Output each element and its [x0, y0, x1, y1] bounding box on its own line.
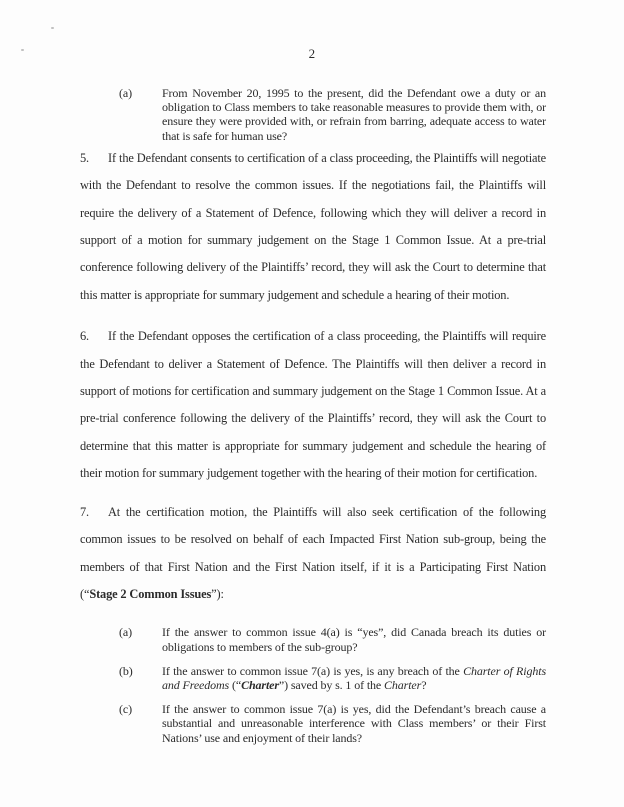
paragraph-6 — [80, 323, 546, 487]
list-item-text-run: If the answer to common issue 7(a) is yes, is any breach of the — [162, 663, 464, 678]
list-marker: (a) — [119, 625, 132, 640]
page-number: 2 — [308, 46, 316, 61]
paragraph-number: 7. — [80, 504, 89, 519]
paragraph-text: At the certification motion, the Plaintiffs will also seek certification of the following common issues to be resolved on behalf of each Impacted First Nation sub-group, being the members of that First Nation and the First Nation itself, if it is a Participating First Nation (“ — [80, 504, 546, 601]
list-item-text — [162, 664, 546, 692]
list-item-7c — [119, 702, 546, 745]
list-item-7a — [119, 625, 546, 653]
list-marker: (a) — [119, 86, 132, 100]
paragraph-text: If the Defendant consents to certification of a class proceeding, the Plaintiffs will negotiate with the Defendant to resolve the common issues. If the negotiations fail, the Plaintiffs will require the delivery of a Statement of Defence, following which they will deliver a record in support of a motion for summary judgement on the Stage 1 Common Issue. At a pre-trial conference following delivery of the Plaintiffs’ record, they will ask the Court to determine that this matter is appropriate for summary judgement and schedule a hearing of their motion. — [80, 150, 546, 302]
list-item-text-run: ? — [421, 677, 427, 692]
paragraph-7 — [80, 499, 546, 609]
scan-speck — [51, 27, 54, 29]
list-item-4a — [119, 86, 546, 143]
stage-2-common-issues-term: Stage 2 Common Issues — [89, 586, 212, 601]
list-marker: (c) — [119, 702, 132, 717]
paragraph-number: 6. — [80, 329, 89, 344]
list-item-text-run: (“ — [229, 677, 242, 692]
charter-term: Charter — [241, 677, 279, 692]
list-marker: (b) — [119, 663, 133, 678]
charter-term: Charter — [384, 677, 422, 692]
paragraph-number: 5. — [80, 150, 89, 165]
document-body — [80, 86, 546, 745]
charter-of-rights-title: Charter of Rights and Freedoms — [162, 663, 546, 692]
paragraph-text: ”): — [211, 586, 224, 601]
paragraph-5 — [80, 145, 546, 309]
list-item-text: If the answer to common issue 4(a) is “yes”, did Canada breach its duties or obligations to members of the sub-group? — [162, 625, 546, 654]
paragraph-text: If the Defendant opposes the certification of a class proceeding, the Plaintiffs will require the Defendant to deliver a Statement of Defence. The Plaintiffs will then deliver a record in support of motions for certification and summary judgement on the Stage 1 Common Issue. At a pre-trial conference following the delivery of the Plaintiffs’ record, they will ask the Court to determine that this matter is appropriate for summary judgement and schedule the hearing of their motion for summary judgement together with the hearing of their motion for certification. — [80, 329, 546, 481]
list-item-text-run: ”) saved by s. 1 of the — [278, 677, 385, 692]
list-item-text: From November 20, 1995 to the present, did the Defendant owe a duty or an obligation to Class members to take reasonable measures to provide them with, or ensure they were provided with, or refrain from barring, adequate access to water that is safe for human use? — [162, 86, 546, 143]
list-item-7b — [119, 664, 546, 692]
list-item-text: If the answer to common issue 7(a) is yes, did the Defendant’s breach cause a substantial and unreasonable interference with Class members’ or their First Nations’ use and enjoyment of their lands? — [162, 702, 546, 745]
